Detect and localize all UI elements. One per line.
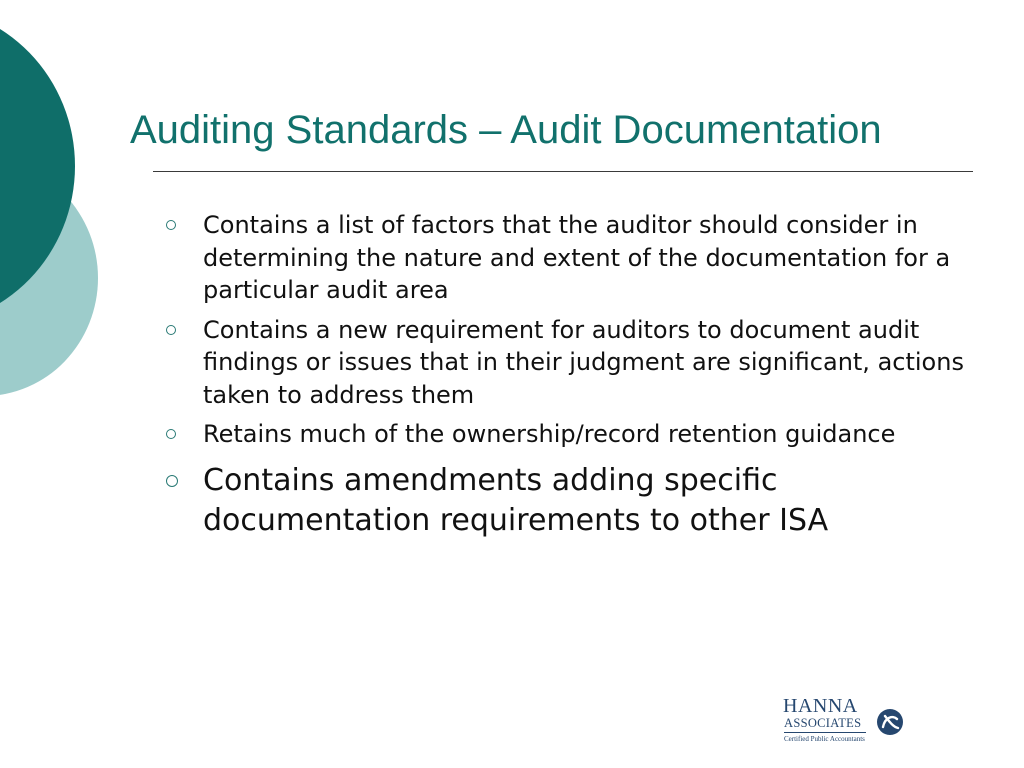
ampersand-emblem-icon	[875, 707, 905, 737]
bullet-item	[160, 314, 970, 412]
logo-subtitle: ASSOCIATES	[784, 716, 862, 730]
bullet-item	[160, 461, 970, 541]
logo-name: HANNA	[783, 695, 858, 717]
title-divider	[153, 171, 973, 172]
bullet-text: Contains a new requirement for auditors to document audit findings or issues that in their judgment are significant, actions taken to address them	[203, 315, 964, 409]
bullet-list	[160, 209, 970, 548]
bullet-text: Retains much of the ownership/record retention guidance	[203, 420, 896, 448]
company-logo	[783, 695, 913, 751]
bullet-text: Contains amendments adding specific documentation requirements to other ISA	[203, 462, 829, 538]
slide-title: Auditing Standards – Audit Documentation	[130, 108, 882, 152]
circle-bullet-icon	[166, 429, 176, 439]
circle-bullet-icon	[166, 475, 178, 487]
bullet-item	[160, 418, 970, 451]
circle-bullet-icon	[166, 220, 176, 230]
logo-tagline: Certified Public Accountants	[784, 735, 865, 743]
bullet-text: Contains a list of factors that the auditor should consider in determining the nature and extent of the documentation for a particular audit area	[203, 211, 951, 304]
bullet-item	[160, 209, 970, 307]
logo-divider	[784, 732, 866, 733]
circle-bullet-icon	[166, 325, 176, 335]
